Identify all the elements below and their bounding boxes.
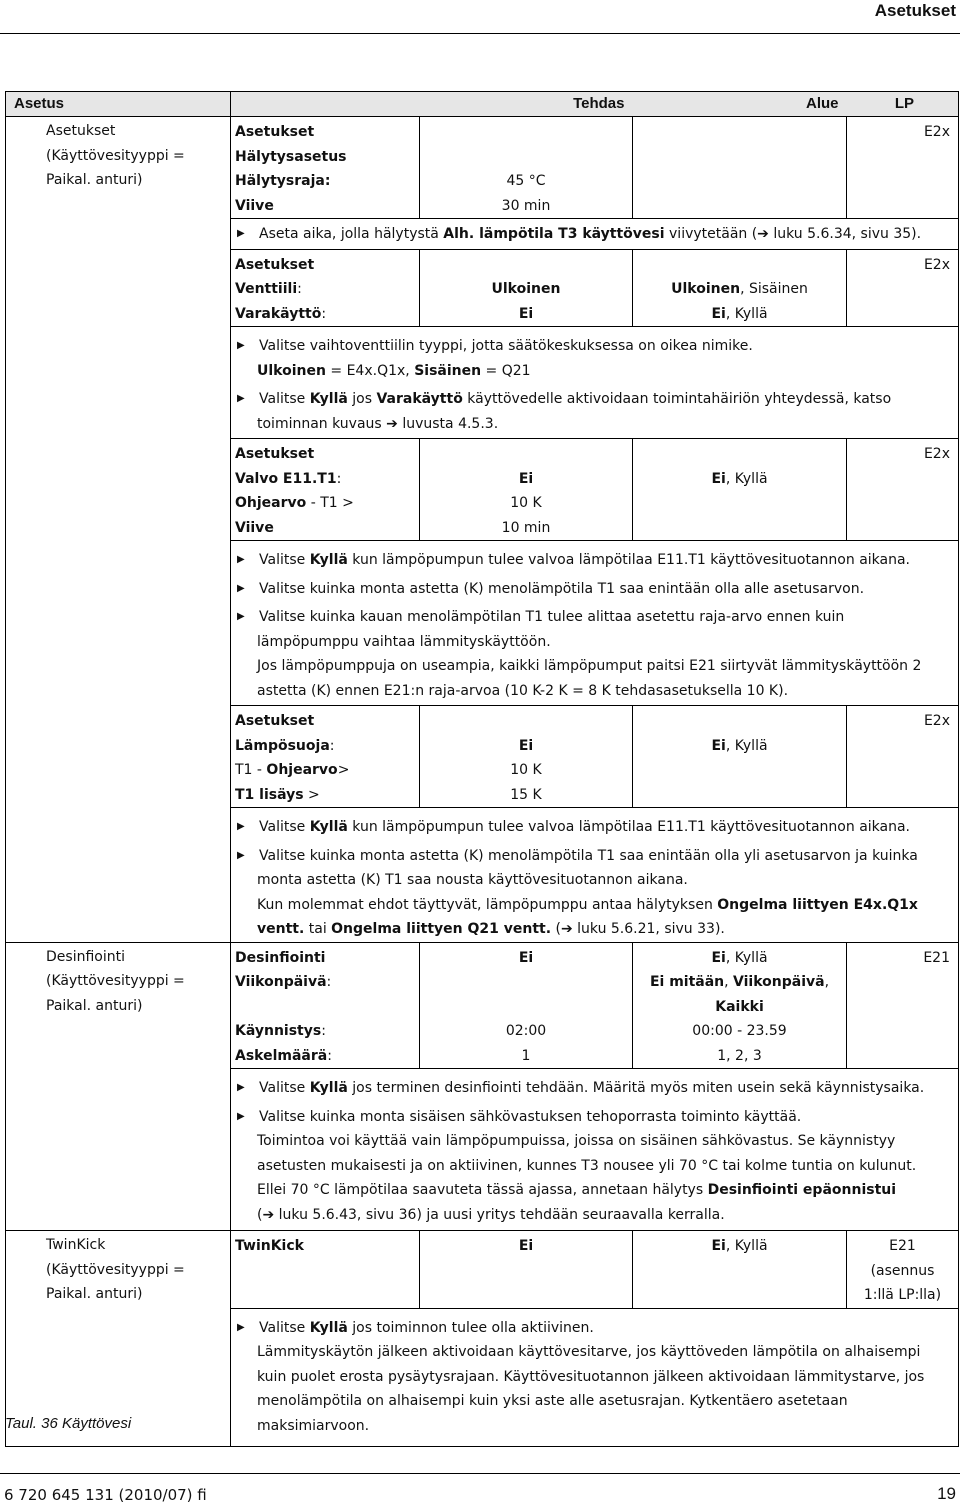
start-label: Käynnistys [235, 1023, 322, 1039]
bullet-triangle-icon: ▶ [237, 340, 245, 351]
t1-increase-label: T1 lisäys > [235, 786, 320, 803]
note-item: ▶ Aseta aika, jolla hälytystä Alh. lämpötila T3 käyttövesi viivytetään (➔ luku 5.6.34, sivu 35). [235, 222, 952, 247]
note-item: ▶ Valitse Kyllä kun lämpöpumpun tulee valvoa lämpötilaa E11.T1 käyttövesituotannon aikana. [235, 548, 952, 573]
start-range: 00:00 - 23.59 [692, 1023, 787, 1039]
disinfection-range: Ei, Kyllä [711, 949, 768, 966]
heatprot-range: Ei, Kyllä [711, 737, 768, 754]
note-continuation: monta astetta (K) T1 saa nousta käyttövesituotannon aikana. [257, 872, 688, 888]
bullet-triangle-icon: ▶ [237, 1321, 245, 1333]
valve-label: Venttiili [235, 281, 298, 297]
alarm-delay-label: Viive [235, 197, 274, 214]
valve-range: Ulkoinen, Sisäinen [671, 281, 808, 297]
note-continuation: (➔ luku 5.6.43, sivu 36) ja uusi yritys tehdään seuraavalla kerralla. [257, 1206, 725, 1223]
row-label-line: (Käyttövesityyppi = [46, 1261, 185, 1278]
weekday-label: Viikonpäivä [235, 974, 327, 990]
note-item: ▶ Valitse Kyllä jos toiminnon tulee olla aktiivinen. [235, 1316, 952, 1341]
setpoint-value: 10 K [510, 495, 542, 511]
bullet-triangle-icon: ▶ [237, 1110, 245, 1122]
note-continuation: asetusten mukaisesti ja on aktiivinen, kunnes T3 nousee yli 70 °C tai kolme tuntia on kulunut. [257, 1157, 917, 1174]
row-label-line: (Käyttövesityyppi = [46, 147, 185, 164]
table-row [6, 117, 959, 943]
twinkick-lp-note: (asennus [870, 1262, 935, 1279]
row-label-line: TwinKick [46, 1237, 106, 1253]
alarm-title: Asetukset [235, 124, 315, 140]
note-continuation: toiminnan kuvaus ➔ luvusta 4.5.3. [257, 415, 499, 432]
monitor-lp: E2x [923, 446, 950, 462]
heatprot-lp: E2x [923, 713, 950, 729]
note-continuation: Lämmityskäytön jälkeen aktivoidaan käyttövesitarve, jos käyttöveden lämpötila on alhaisempi [257, 1344, 921, 1360]
page-header-title: Asetukset [874, 1, 956, 20]
heatprot-label: Lämpösuoja [235, 737, 330, 754]
header-rule [0, 33, 960, 34]
monitor-delay-label: Viive [235, 519, 274, 536]
bullet-triangle-icon: ▶ [237, 228, 245, 239]
note-item: ▶ Valitse Kyllä kun lämpöpumpun tulee valvoa lämpötilaa E11.T1 käyttövesituotannon aikana. [235, 815, 952, 840]
setpoint-label: Ohjearvo [235, 495, 307, 511]
note-continuation: Ellei 70 °C lämpötilaa saavuteta tässä ajassa, annetaan hälytys Desinfiointi epäonnistui [257, 1182, 897, 1198]
note-continuation: menolämpötila on alhaisempi kuin yksi aste alle asetusrajan. Kytkentäero asetetaan [257, 1393, 848, 1409]
heatprot-title: Asetukset [235, 713, 315, 729]
bullet-triangle-icon: ▶ [237, 582, 245, 594]
alarm-settings-block [231, 117, 958, 218]
bullet-triangle-icon: ▶ [237, 393, 245, 404]
note-continuation: Ulkoinen = E4x.Q1x, Sisäinen = Q21 [257, 362, 531, 379]
footer-doc-id: 6 720 645 131 (2010/07) fi [4, 1486, 207, 1504]
table-header-row [6, 92, 959, 117]
row-label-asetukset [6, 117, 231, 943]
note-continuation: lämpöpumppu vaihtaa lämmityskäyttöön. [257, 633, 551, 650]
note-item: ▶ Valitse kuinka monta astetta (K) menolämpötila T1 saa enintään olla yli asetusarvon ja kuinka [235, 844, 952, 869]
bullet-triangle-icon: ▶ [237, 849, 245, 861]
twinkick-lp: E21 [889, 1238, 916, 1254]
twinkick-value: Ei [518, 1238, 534, 1254]
header-tehdas: Tehdas [231, 92, 633, 117]
weekday-range: Ei mitään, Viikonpäivä, [649, 974, 830, 990]
monitor-settings-block: Asetukset Valvo E11.T1: Ohjearvo - T1 > Viive Ei 10 K 10 min Ei, Kyllä E2x [231, 438, 958, 540]
disinfection-title: Desinfiointi [235, 949, 326, 966]
start-value: 02:00 [505, 1023, 547, 1039]
monitor-title: Asetukset [235, 446, 315, 462]
table-row [6, 942, 959, 1231]
twinkick-lp-note: 1:llä LP:lla) [863, 1287, 942, 1303]
alarm-delay-value: 30 min [501, 197, 551, 214]
alarm-limit-value: 45 °C [506, 173, 546, 189]
twinkick-settings-block [231, 1231, 958, 1308]
row-label-line: Paikal. anturi) [46, 172, 143, 188]
twinkick-range: Ei, Kyllä [711, 1238, 768, 1254]
alarm-limit-label: Hälytysraja: [235, 173, 331, 189]
disinfection-lp: E21 [923, 949, 950, 966]
valve-title: Asetukset [235, 256, 315, 273]
monitor-label: Valvo E11.T1 [235, 470, 337, 487]
note-continuation: kuin puolet erosta pysäytysrajaan. Käyttövesituotannon jälkeen aktivoidaan lämmitystarve, jos [257, 1368, 925, 1385]
note-continuation: Kun molemmat ehdot täyttyvät, lämpöpumppu antaa hälytyksen Ongelma liittyen E4x.Q1x [257, 896, 918, 913]
bullet-triangle-icon: ▶ [237, 611, 245, 622]
bullet-triangle-icon: ▶ [237, 554, 245, 565]
bullet-triangle-icon: ▶ [237, 821, 245, 832]
note-item: ▶ Valitse vaihtoventtiilin tyyppi, jotta säätökeskuksessa on oikea nimike. [235, 334, 952, 359]
monitor-delay-value: 10 min [501, 519, 551, 536]
header-alue: Alue [633, 92, 847, 117]
monitor-value: Ei [518, 470, 534, 487]
valve-value: Ulkoinen [491, 281, 561, 297]
note-item: ▶ Valitse kuinka kauan menolämpötilan T1 tulee alittaa asetettu raja-arvo ennen kuin [235, 605, 952, 630]
t1-setpoint-value: 10 K [510, 762, 542, 778]
note-item: ▶ Valitse Kyllä jos terminen desinfiointi tehdään. Määritä myös miten usein sekä käynnistysaika. [235, 1076, 952, 1101]
table-caption: Taul. 36 Käyttövesi [5, 1415, 132, 1432]
t1-setpoint-label: T1 - Ohjearvo> [235, 762, 350, 778]
page-number: 19 [937, 1484, 956, 1503]
heatprotection-settings-block: Asetukset Lämpösuoja: T1 - Ohjearvo> T1 lisäys > Ei 10 K 15 K Ei, Kyllä E2x [231, 705, 958, 807]
header-asetus: Asetus [6, 92, 231, 117]
note-item: ▶ Valitse Kyllä jos Varakäyttö käyttövedelle aktivoidaan toimintahäiriön yhteydessä, katso [235, 387, 952, 412]
settings-table [5, 91, 959, 1447]
row-label-line: Desinfiointi [46, 948, 125, 965]
row-label-desinfiointi [6, 942, 231, 1231]
t1-increase-value: 15 K [510, 786, 542, 803]
table-row [6, 1231, 959, 1447]
backup-value: Ei [518, 305, 534, 322]
heatprot-value: Ei [518, 737, 534, 754]
valve-settings-block: Asetukset Venttiili: Varakäyttö: Ulkoinen Ei Ulkoinen, Sisäinen Ei, Kyllä E2x [231, 249, 958, 327]
row-label-line: Asetukset [46, 123, 116, 139]
row-label-line: Paikal. anturi) [46, 997, 143, 1014]
row-label-line: (Käyttövesityyppi = [46, 973, 185, 989]
twinkick-title: TwinKick [235, 1238, 304, 1254]
note-continuation: maksimiarvoon. [257, 1417, 370, 1434]
note-continuation: astetta (K) ennen E21:n raja-arvoa (10 K-2 K = 8 K tehdasasetuksella 10 K). [257, 682, 789, 699]
backup-label: Varakäyttö [235, 305, 322, 322]
backup-range: Ei, Kyllä [711, 305, 768, 322]
disinfection-value: Ei [518, 949, 534, 966]
row-label-line: Paikal. anturi) [46, 1286, 143, 1302]
valve-lp: E2x [923, 256, 950, 273]
steps-label: Askelmäärä [235, 1047, 328, 1064]
footer-rule [0, 1473, 960, 1474]
alarm-lp: E2x [923, 124, 950, 140]
alarm-subtitle: Hälytysasetus [235, 148, 347, 165]
note-item: ▶ Valitse kuinka monta sisäisen sähkövastuksen tehoporrasta toiminto käyttää. [235, 1105, 952, 1130]
note-item: ▶ Valitse kuinka monta astetta (K) menolämpötila T1 saa enintään olla alle asetusarvon. [235, 577, 952, 602]
weekday-range-all: Kaikki [715, 998, 764, 1015]
disinfection-settings-block: Desinfiointi Viikonpäivä: Käynnistys: Askelmäärä: Ei 02:00 1 Ei, Kyllä Ei mitään, Viikonpäivä, Kaikki 00:00 - 23.59 1, 2, 3 E21 [231, 943, 958, 1069]
header-lp: LP [847, 92, 959, 117]
note-continuation: Jos lämpöpumppuja on useampia, kaikki lämpöpumput paitsi E21 siirtyvät lämmityskäyttöön 2 [257, 658, 922, 674]
steps-range: 1, 2, 3 [717, 1047, 762, 1064]
note-continuation: ventt. tai Ongelma liittyen Q21 ventt. (➔ luku 5.6.21, sivu 33). [257, 921, 725, 937]
bullet-triangle-icon: ▶ [237, 1082, 245, 1093]
steps-value: 1 [521, 1047, 531, 1064]
monitor-range: Ei, Kyllä [711, 470, 768, 487]
note-continuation: Toimintoa voi käyttää vain lämpöpumpuissa, joissa on sisäinen sähkövastus. Se käynnistyy [257, 1133, 896, 1149]
